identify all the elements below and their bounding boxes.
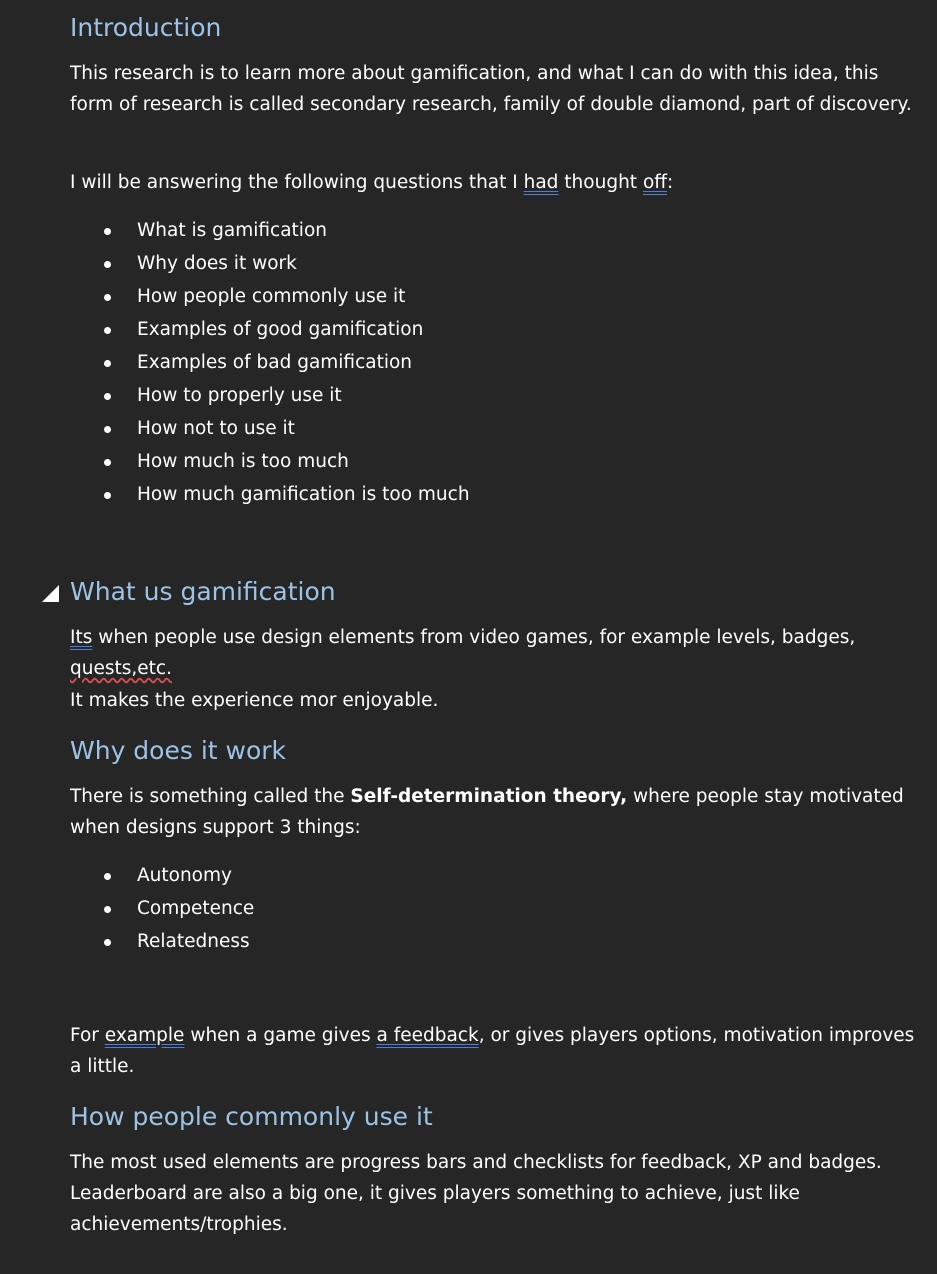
grammar-flag-a-feedback[interactable]: a feedback [376, 1025, 479, 1046]
collapse-triangle-icon[interactable] [42, 585, 59, 602]
bullet-icon [104, 261, 111, 268]
bullet-icon [104, 426, 111, 433]
bullet-icon [104, 327, 111, 334]
bullet-icon [104, 492, 111, 499]
what-paragraph-line2: It makes the experience mor enjoyable. [70, 690, 439, 711]
grammar-flag-example[interactable]: example [104, 1025, 185, 1046]
heading-introduction[interactable]: Introduction [70, 13, 222, 42]
list-item: How to properly use it [70, 379, 915, 412]
bullet-icon [104, 228, 111, 235]
heading-how-people-commonly-use-it[interactable]: How people commonly use it [70, 1102, 433, 1131]
grammar-flag-had[interactable]: had [523, 172, 559, 193]
grammar-flag-off[interactable]: off [642, 172, 668, 193]
heading-what-us-gamification[interactable]: What us gamification [70, 576, 336, 608]
grammar-flag-its[interactable]: Its [70, 627, 93, 648]
how-paragraph: The most used elements are progress bars and checklists for feedback, XP and badges. Leaderboard are also a big one, it gives players something to achieve, just like achievements/trophies. [70, 1152, 882, 1235]
heading-why-does-it-work[interactable]: Why does it work [70, 736, 287, 765]
list-item: How much is too much [70, 445, 915, 478]
list-item: How much gamification is too much [70, 478, 915, 511]
sdt-list [70, 859, 915, 958]
bullet-icon [104, 873, 111, 880]
list-item: Autonomy [70, 859, 915, 892]
bold-term: Self-determination theory, [350, 786, 628, 807]
questions-list [70, 214, 915, 511]
bullet-icon [104, 294, 111, 301]
list-item: Competence [70, 892, 915, 925]
bullet-icon [104, 393, 111, 400]
bullet-icon [104, 459, 111, 466]
why-example-paragraph: For example when a game gives a feedback, or gives players options, motivation improves a little. [70, 1025, 915, 1077]
list-item: Examples of good gamification [70, 313, 915, 346]
intro-questions-lead: I will be answering the following questions that I had thought off: [70, 172, 674, 193]
bullet-icon [104, 906, 111, 913]
what-paragraph: Its when people use design elements from video games, for example levels, badges, quests,etc. [70, 627, 856, 679]
list-item: Relatedness [70, 925, 915, 958]
intro-paragraph: This research is to learn more about gamification, and what I can do with this idea, this form of research is called secondary research, family of double diamond, part of discovery. [70, 63, 912, 115]
bullet-icon [104, 939, 111, 946]
list-item: How people commonly use it [70, 280, 915, 313]
list-item: Examples of bad gamification [70, 346, 915, 379]
why-paragraph: There is something called the Self-determination theory, where people stay motivated when designs support 3 things: [70, 786, 904, 838]
bullet-icon [104, 360, 111, 367]
list-item: Why does it work [70, 247, 915, 280]
list-item: What is gamification [70, 214, 915, 247]
list-item: How not to use it [70, 412, 915, 445]
spelling-flag-quests[interactable]: quests,etc. [70, 658, 172, 679]
